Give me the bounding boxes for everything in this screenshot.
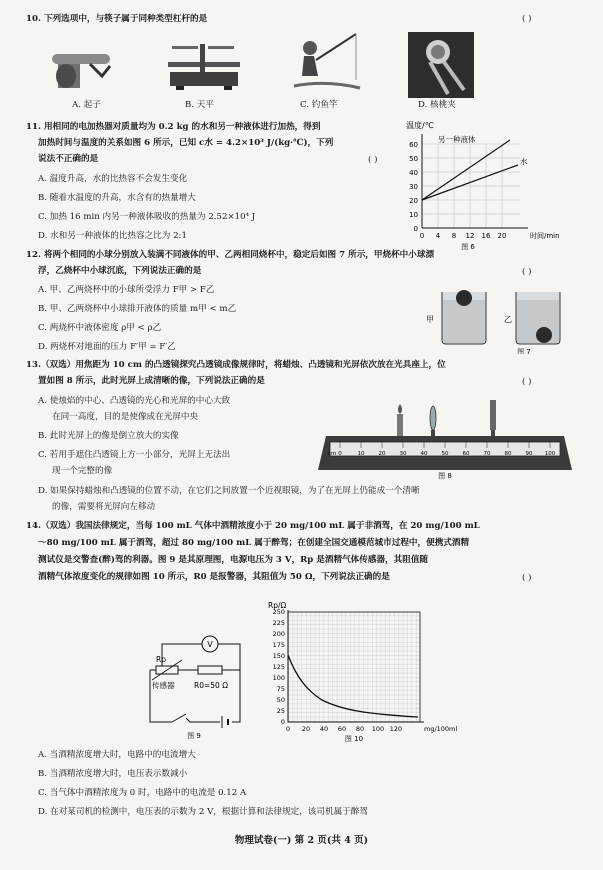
fig6-xtick: 8 xyxy=(451,232,457,240)
q14-stem-line1: 14.（双选）我国法律规定，当每 100 mL 气体中酒精浓度小于 20 mg/100 mL 属于非酒驾，在 20 mg/100 mL xyxy=(26,521,480,531)
q13-stem-line1: 13.（双选）用焦距为 10 cm 的凸透镜探究凸透镜成像规律时，将蜡烛、凸透镜和光屏依次放在光具座上，位 xyxy=(26,360,446,370)
fig8-tick: 30 xyxy=(399,451,407,457)
q10-option-c: C. 钓鱼竿 xyxy=(300,100,338,110)
fishing-rod-picture xyxy=(290,30,362,96)
fig6-xtick: 12 xyxy=(465,232,475,240)
fig6-liquid-label: 另一种液体 xyxy=(438,135,476,144)
q14-option-b: B. 当酒精浓度增大时，电压表示数减小 xyxy=(38,769,188,779)
fig6-ytick: 20 xyxy=(409,197,418,205)
figure-7-beakers xyxy=(420,284,572,354)
fig10-ytick: 75 xyxy=(276,685,285,693)
candle xyxy=(397,404,403,436)
fig7-label-jia: 甲 xyxy=(426,315,434,324)
q14-stem-line3: 测试仪是交警查(醉)驾的利器。图 9 是其原理图，电源电压为 3 V，Rp 是酒精气体传感器，其阻值随 xyxy=(38,555,429,565)
fig10-xtick: 0 xyxy=(285,725,291,733)
fig7-sunken-ball xyxy=(536,327,552,343)
fig10-ytick: 175 xyxy=(272,641,285,649)
q10-option-d: D. 核桃夹 xyxy=(418,100,456,110)
convex-lens xyxy=(430,406,436,436)
fig8-tick: 10 xyxy=(357,451,365,457)
battery xyxy=(222,716,228,728)
q11-option-d: D. 水和另一种液体的比热容之比为 2:1 xyxy=(38,231,187,241)
voltmeter-label: V xyxy=(207,640,213,649)
q13-stem-line2: 置如图 8 所示，此时光屏上成清晰的像，下列说法正确的是 xyxy=(38,376,265,386)
q11-option-a: A. 温度升高，水的比热容不会发生变化 xyxy=(38,174,188,184)
fig10-xlabel: mg/100ml xyxy=(424,725,458,733)
q11-stem-line1: 11. 用相同的电加热器对质量均为 0.2 kg 的水和另一种液体进行加热，得到 xyxy=(26,122,321,132)
fig10-ytick: 150 xyxy=(272,652,285,660)
fig8-tick: 90 xyxy=(525,451,533,457)
q13-option-b: B. 此时光屏上的像是倒立放大的实像 xyxy=(38,431,179,441)
bottle-opener-picture xyxy=(50,36,120,94)
q14-option-d: D. 在对某司机的检测中，电压表的示数为 2 V，根据计算和法律规定，该司机属于醉驾 xyxy=(38,807,368,817)
fig6-ytick: 0 xyxy=(413,225,418,233)
q12-option-d: D. 两烧杯对地面的压力 F′甲 = F′乙 xyxy=(38,342,176,352)
q11-answer-paren: ( ) xyxy=(368,155,378,165)
q10-option-a: A. 起子 xyxy=(72,100,101,110)
q10-answer-paren: ( ) xyxy=(522,14,532,24)
q11-stem-line2: 加热时间与温度的关系如图 6 所示，已知 c水 = 4.2×10³ J/(kg·℃)，下列 xyxy=(38,138,334,148)
q14-stem-line2: ～80 mg/100 mL 属于酒驾，超过 80 mg/100 mL 属于醉驾；在创建全国交通模范城市过程中，便携式酒精 xyxy=(38,538,470,548)
figure-10-resistance-graph xyxy=(262,598,472,742)
fig10-ytick: 0 xyxy=(280,718,285,726)
fig6-ytick: 10 xyxy=(409,211,418,219)
fig7-floating-ball xyxy=(456,290,472,306)
rp-label: Rp xyxy=(156,655,166,664)
fig8-tick: 60 xyxy=(462,451,470,457)
q13-option-c-line1: C. 若用手遮住凸透镜上方一小部分，光屏上无法出 xyxy=(38,450,231,460)
q12-answer-paren: ( ) xyxy=(522,267,532,277)
fig10-xtick: 60 xyxy=(337,725,347,733)
fig7-caption: 图 7 xyxy=(517,348,531,354)
q13-option-c-line2: 现一个完整的像 xyxy=(52,466,113,476)
alarm-resistor xyxy=(198,666,222,674)
q14-option-c: C. 当气体中酒精浓度为 0 时，电路中的电流是 0.12 A xyxy=(38,788,247,798)
q11-option-c: C. 加热 16 min 内另一种液体吸收的热量为 2.52×10⁴ J xyxy=(38,212,256,222)
fig7-label-yi: 乙 xyxy=(504,315,512,324)
fig10-ytick: 100 xyxy=(272,674,285,682)
fig6-xtick: 4 xyxy=(435,232,441,240)
fig10-ytick: 225 xyxy=(272,619,285,627)
switch xyxy=(172,714,186,722)
fig6-ytick: 60 xyxy=(409,141,418,149)
fig8-tick: 0 xyxy=(338,451,342,457)
q13-option-d-line2: 的像，需要将光屏向左移动 xyxy=(52,502,156,512)
fig8-tick: 100 xyxy=(544,451,556,457)
fig6-ytick: 40 xyxy=(409,169,418,177)
figure-6-temperature-graph xyxy=(392,118,572,250)
q13-option-a-line2: 在同一高度，目的是使像成在光屏中央 xyxy=(52,412,199,422)
fig8-tick: 20 xyxy=(378,451,386,457)
fig8-tick: 80 xyxy=(504,451,512,457)
fig6-ytick: 30 xyxy=(409,183,418,191)
fig6-xlabel: 时间/min xyxy=(530,232,560,240)
q13-option-d-line1: D. 如果保持蜡烛和凸透镜的位置不动，在它们之间放置一个近视眼镜，为了在光屏上仍能成一个清晰 xyxy=(38,486,420,496)
fig6-xtick: 0 xyxy=(419,232,425,240)
q10-stem: 10. 下列选项中，与筷子属于同种类型杠杆的是 xyxy=(26,14,208,24)
q12-option-b: B. 甲、乙两烧杯中小球排开液体的质量 m甲 < m乙 xyxy=(38,304,237,314)
sensor-label: 传感器 xyxy=(152,681,175,690)
fig8-unit: cm xyxy=(327,451,337,457)
fig10-ytick: 250 xyxy=(272,608,285,616)
fig10-xtick: 40 xyxy=(319,725,329,733)
fig6-liquid-line xyxy=(422,140,510,200)
fig10-ytick: 25 xyxy=(276,707,285,715)
q10-option-b: B. 天平 xyxy=(185,100,214,110)
fig10-xtick: 80 xyxy=(355,725,365,733)
fig10-xtick: 120 xyxy=(389,725,403,733)
fig8-caption: 图 8 xyxy=(438,472,452,480)
q12-stem-line1: 12. 将两个相同的小球分别放入装满不同液体的甲、乙两相同烧杯中，稳定后如图 7 所示，甲烧杯中小球漂 xyxy=(26,250,435,260)
q12-option-c: C. 两烧杯中液体密度 ρ甲 < ρ乙 xyxy=(38,323,162,333)
figure-9-circuit xyxy=(142,630,252,740)
fig10-ylabel: Rp/Ω xyxy=(268,601,287,610)
fig8-tick: 40 xyxy=(420,451,428,457)
fig10-ytick: 50 xyxy=(276,696,285,704)
fig10-xtick: 100 xyxy=(371,725,385,733)
q13-answer-paren: ( ) xyxy=(522,377,532,387)
fig8-tick: 70 xyxy=(483,451,491,457)
balance-scale-picture xyxy=(162,36,246,94)
fig10-caption: 图 10 xyxy=(344,735,364,742)
fig6-ytick: 50 xyxy=(409,155,418,163)
fig10-ytick: 125 xyxy=(272,663,285,671)
q14-stem-line4: 酒精气体浓度变化的规律如图 10 所示，R0 是报警器，其阻值为 50 Ω，下列说法正确的是 xyxy=(38,572,390,582)
nutcracker-picture xyxy=(408,32,474,98)
fig6-ylabel: 温度/℃ xyxy=(406,121,434,130)
q13-option-a-line1: A. 使烛焰的中心、凸透镜的光心和光屏的中心大致 xyxy=(38,396,231,406)
light-screen xyxy=(490,400,496,436)
page-footer: 物理试卷(一) 第 2 页(共 4 页) xyxy=(234,835,369,846)
q11-option-b: B. 随着水温度的升高，水含有的热量增大 xyxy=(38,193,196,203)
fig6-xtick: 20 xyxy=(497,232,507,240)
q14-option-a: A. 当酒精浓度增大时，电路中的电流增大 xyxy=(38,750,196,760)
r0-label: R0=50 Ω xyxy=(194,681,228,690)
fig6-caption: 图 6 xyxy=(461,243,475,250)
fig10-ytick: 200 xyxy=(272,630,285,638)
q14-answer-paren: ( ) xyxy=(522,573,532,583)
q12-option-a: A. 甲、乙两烧杯中的小球所受浮力 F甲 > F乙 xyxy=(38,285,215,295)
fig9-caption: 图 9 xyxy=(187,732,201,740)
fig10-xtick: 20 xyxy=(301,725,311,733)
q12-stem-line2: 浮，乙烧杯中小球沉底，下列说法正确的是 xyxy=(38,266,202,276)
fig6-xtick: 16 xyxy=(481,232,491,240)
fig8-tick: 50 xyxy=(441,451,449,457)
fig6-water-label: 水 xyxy=(520,157,528,166)
figure-8-optical-bench xyxy=(316,396,574,480)
q11-stem-line3: 说法不正确的是 xyxy=(38,154,99,164)
